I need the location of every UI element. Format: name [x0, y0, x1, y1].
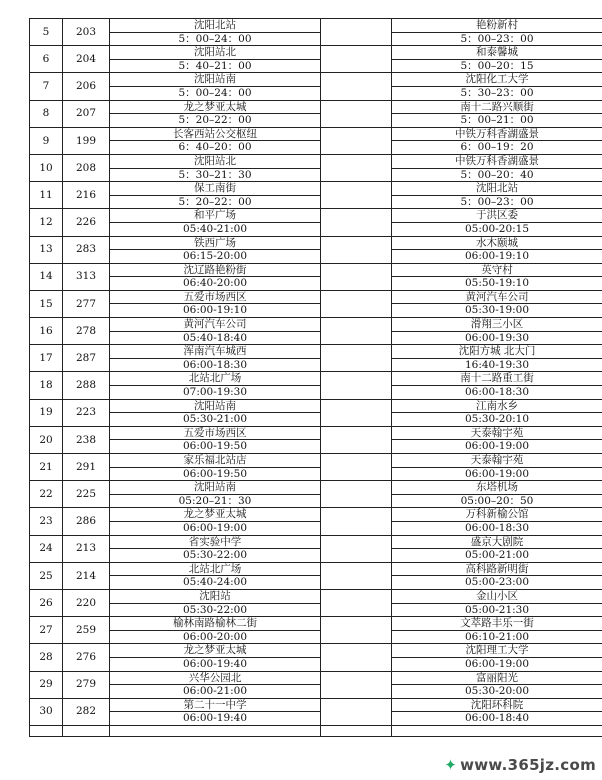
row-index: 19	[30, 399, 63, 426]
watermark-logo-icon: ✦	[444, 756, 458, 774]
origin-hours: 06:00-18:30	[182, 358, 248, 371]
table-row	[30, 73, 602, 100]
route-number: 214	[63, 562, 110, 589]
terminal-hours: 05:00-23:00	[464, 576, 530, 589]
table-row	[30, 644, 602, 671]
table-row	[30, 399, 602, 426]
terminal-cell	[392, 535, 602, 562]
empty-cell	[392, 725, 602, 736]
terminal-stop: 和泰馨城	[392, 46, 602, 60]
table-row	[30, 426, 602, 453]
terminal-cell	[392, 182, 602, 209]
route-number: 223	[63, 399, 110, 426]
origin-stop: 五爱市场西区	[110, 427, 320, 441]
origin-stop: 沈辽路艳粉街	[110, 264, 320, 278]
watermark-text: www.365jz.com	[460, 756, 596, 774]
origin-cell	[110, 236, 321, 263]
table-row	[30, 617, 602, 644]
spacer-cell	[321, 562, 392, 589]
terminal-cell	[392, 481, 602, 508]
row-index: 15	[30, 290, 63, 317]
origin-stop: 榆林南路榆林二街	[110, 617, 320, 631]
origin-hours: 06:00-19:00	[182, 521, 248, 534]
origin-stop: 龙之梦亚太城	[110, 508, 320, 522]
origin-hours: 5：30–21：30	[178, 168, 252, 181]
route-number: 259	[63, 617, 110, 644]
spacer-cell	[321, 154, 392, 181]
spacer-cell	[321, 671, 392, 698]
origin-stop: 龙之梦亚太城	[110, 101, 320, 115]
origin-stop: 第二十一中学	[110, 699, 320, 713]
origin-stop: 沈阳站北	[110, 155, 320, 169]
route-number: 216	[63, 182, 110, 209]
terminal-stop: 万科新榆公馆	[392, 508, 602, 522]
terminal-stop: 文萃路丰乐一街	[392, 617, 602, 631]
terminal-hours: 06:00-19:10	[464, 250, 530, 263]
spacer-cell	[321, 236, 392, 263]
origin-cell	[110, 481, 321, 508]
route-number: 225	[63, 481, 110, 508]
origin-cell	[110, 100, 321, 127]
spacer-cell	[321, 100, 392, 127]
route-number: 291	[63, 454, 110, 481]
route-number: 287	[63, 345, 110, 372]
table-row	[30, 182, 602, 209]
route-number: 204	[63, 46, 110, 73]
spacer-cell	[321, 46, 392, 73]
row-index: 28	[30, 644, 63, 671]
origin-cell	[110, 399, 321, 426]
watermark	[444, 756, 596, 774]
terminal-hours: 5：00–23：00	[460, 32, 534, 45]
row-index: 12	[30, 209, 63, 236]
terminal-cell	[392, 154, 602, 181]
route-number: 238	[63, 426, 110, 453]
row-index: 9	[30, 127, 63, 154]
table-row	[30, 535, 602, 562]
route-number: 313	[63, 263, 110, 290]
row-index: 13	[30, 236, 63, 263]
terminal-cell	[392, 127, 602, 154]
origin-hours: 06:00-19:40	[182, 657, 248, 670]
terminal-hours: 5：00–20：15	[460, 59, 534, 72]
terminal-cell	[392, 562, 602, 589]
terminal-stop: 沈阳化工大学	[392, 73, 602, 87]
row-index: 27	[30, 617, 63, 644]
row-index: 7	[30, 73, 63, 100]
terminal-hours: 06:10-21:00	[464, 630, 530, 643]
route-number: 213	[63, 535, 110, 562]
terminal-cell	[392, 263, 602, 290]
spacer-cell	[321, 426, 392, 453]
table-row-partial	[30, 725, 602, 736]
origin-cell	[110, 562, 321, 589]
row-index: 21	[30, 454, 63, 481]
spacer-cell	[321, 508, 392, 535]
origin-cell	[110, 345, 321, 372]
terminal-hours: 05:00–20：50	[460, 494, 534, 507]
origin-hours: 05:30-22:00	[182, 549, 248, 562]
origin-hours: 5：00–24：00	[178, 32, 252, 45]
terminal-hours: 16:40-19:30	[464, 358, 530, 371]
bus-schedule-table	[29, 18, 602, 737]
table-row	[30, 127, 602, 154]
table-row	[30, 263, 602, 290]
origin-cell	[110, 127, 321, 154]
origin-cell	[110, 671, 321, 698]
terminal-cell	[392, 236, 602, 263]
empty-cell	[63, 725, 110, 736]
terminal-hours: 5：00–21：00	[460, 114, 534, 127]
origin-hours: 06:00-19:50	[182, 467, 248, 480]
origin-cell	[110, 182, 321, 209]
origin-cell	[110, 209, 321, 236]
row-index: 25	[30, 562, 63, 589]
terminal-stop: 艳粉新村	[392, 19, 602, 33]
origin-hours: 6：40–20：00	[178, 141, 252, 154]
terminal-hours: 05:30-20:10	[464, 413, 530, 426]
route-number: 283	[63, 236, 110, 263]
terminal-stop: 高科路新明街	[392, 563, 602, 577]
route-number: 203	[63, 19, 110, 46]
origin-cell	[110, 698, 321, 725]
table-body	[30, 19, 602, 737]
empty-cell	[321, 725, 392, 736]
row-index: 22	[30, 481, 63, 508]
spacer-cell	[321, 290, 392, 317]
table-row	[30, 508, 602, 535]
row-index: 17	[30, 345, 63, 372]
origin-hours: 5：40–21：00	[178, 59, 252, 72]
origin-hours: 5：00–24：00	[178, 86, 252, 99]
terminal-stop: 沈阳方城 北大门	[392, 345, 602, 359]
table-row	[30, 372, 602, 399]
table-row	[30, 481, 602, 508]
row-index: 8	[30, 100, 63, 127]
row-index: 18	[30, 372, 63, 399]
origin-hours: 06:40-20:00	[182, 277, 248, 290]
terminal-cell	[392, 100, 602, 127]
origin-cell	[110, 644, 321, 671]
origin-hours: 05:20–21：30	[178, 494, 252, 507]
terminal-cell	[392, 426, 602, 453]
route-number: 277	[63, 290, 110, 317]
terminal-stop: 富丽阳光	[392, 672, 602, 686]
table-row	[30, 154, 602, 181]
terminal-hours: 06:00-19:30	[464, 331, 530, 344]
origin-hours: 05:40-18:40	[182, 331, 248, 344]
terminal-hours: 05:00-21:00	[464, 549, 530, 562]
spacer-cell	[321, 209, 392, 236]
table-row	[30, 100, 602, 127]
terminal-hours: 06:00-19:00	[464, 467, 530, 480]
origin-cell	[110, 426, 321, 453]
origin-hours: 06:00-19:10	[182, 304, 248, 317]
table-row	[30, 46, 602, 73]
terminal-cell	[392, 318, 602, 345]
terminal-hours: 06:00-18:30	[464, 386, 530, 399]
origin-stop: 沈阳站北	[110, 46, 320, 60]
spacer-cell	[321, 182, 392, 209]
terminal-cell	[392, 454, 602, 481]
spacer-cell	[321, 399, 392, 426]
origin-stop: 省实验中学	[110, 536, 320, 550]
terminal-hours: 06:00-19:00	[464, 440, 530, 453]
terminal-stop: 沈阳环科院	[392, 699, 602, 713]
table-row	[30, 236, 602, 263]
terminal-cell	[392, 589, 602, 616]
row-index: 16	[30, 318, 63, 345]
origin-stop: 家乐福北站店	[110, 454, 320, 468]
route-number: 278	[63, 318, 110, 345]
spacer-cell	[321, 617, 392, 644]
origin-cell	[110, 19, 321, 46]
origin-stop: 长客西站公交枢纽	[110, 128, 320, 142]
origin-stop: 沈阳站南	[110, 73, 320, 87]
terminal-stop: 于洪区委	[392, 209, 602, 223]
row-index: 11	[30, 182, 63, 209]
terminal-hours: 6：00–19：20	[460, 141, 534, 154]
table-row	[30, 562, 602, 589]
terminal-stop: 盛京大剧院	[392, 536, 602, 550]
spacer-cell	[321, 19, 392, 46]
origin-stop: 沈阳站	[110, 590, 320, 604]
spacer-cell	[321, 535, 392, 562]
terminal-cell	[392, 617, 602, 644]
terminal-stop: 沈阳理工大学	[392, 644, 602, 658]
route-number: 208	[63, 154, 110, 181]
route-number: 207	[63, 100, 110, 127]
origin-hours: 05:40-24:00	[182, 576, 248, 589]
terminal-hours: 5：30–23：00	[460, 86, 534, 99]
spacer-cell	[321, 698, 392, 725]
empty-cell	[110, 725, 321, 736]
table-row	[30, 209, 602, 236]
row-index: 10	[30, 154, 63, 181]
origin-stop: 保工南街	[110, 182, 320, 196]
origin-cell	[110, 508, 321, 535]
terminal-stop: 中铁万科香湖盛景	[392, 155, 602, 169]
route-number: 279	[63, 671, 110, 698]
origin-hours: 06:15-20:00	[182, 250, 248, 263]
spacer-cell	[321, 372, 392, 399]
terminal-cell	[392, 399, 602, 426]
terminal-cell	[392, 345, 602, 372]
origin-stop: 北站北广场	[110, 372, 320, 386]
terminal-stop: 中铁万科香湖盛景	[392, 128, 602, 142]
origin-cell	[110, 535, 321, 562]
row-index: 24	[30, 535, 63, 562]
terminal-hours: 05:00-20:15	[464, 222, 530, 235]
terminal-stop: 江南水乡	[392, 400, 602, 414]
origin-stop: 和平广场	[110, 209, 320, 223]
terminal-hours: 5：00–23：00	[460, 195, 534, 208]
origin-cell	[110, 454, 321, 481]
row-index: 29	[30, 671, 63, 698]
terminal-stop: 南十二路重工街	[392, 372, 602, 386]
table-row	[30, 589, 602, 616]
origin-cell	[110, 589, 321, 616]
terminal-cell	[392, 73, 602, 100]
terminal-cell	[392, 644, 602, 671]
terminal-cell	[392, 46, 602, 73]
row-index: 26	[30, 589, 63, 616]
origin-cell	[110, 73, 321, 100]
table-row	[30, 290, 602, 317]
terminal-stop: 东塔机场	[392, 481, 602, 495]
table-row	[30, 345, 602, 372]
origin-cell	[110, 372, 321, 399]
origin-stop: 五爱市场西区	[110, 291, 320, 305]
origin-hours: 05:30-22:00	[182, 603, 248, 616]
spacer-cell	[321, 263, 392, 290]
route-number: 206	[63, 73, 110, 100]
terminal-stop: 黄河汽车公司	[392, 291, 602, 305]
terminal-stop: 南十二路兴顺街	[392, 101, 602, 115]
spacer-cell	[321, 73, 392, 100]
row-index: 20	[30, 426, 63, 453]
terminal-stop: 滑翔三小区	[392, 318, 602, 332]
origin-hours: 07:00-19:30	[182, 386, 248, 399]
route-number: 286	[63, 508, 110, 535]
terminal-cell	[392, 671, 602, 698]
row-index: 14	[30, 263, 63, 290]
terminal-hours: 06:00-18:40	[464, 712, 530, 725]
terminal-hours: 5：00–20：40	[460, 168, 534, 181]
row-index: 5	[30, 19, 63, 46]
route-number: 220	[63, 589, 110, 616]
origin-hours: 5：20–22：00	[178, 114, 252, 127]
terminal-stop: 金山小区	[392, 590, 602, 604]
table-row	[30, 671, 602, 698]
spacer-cell	[321, 127, 392, 154]
terminal-hours: 05:00-21:30	[464, 603, 530, 616]
origin-stop: 沈阳站南	[110, 481, 320, 495]
terminal-hours: 05:30-20:00	[464, 685, 530, 698]
row-index: 23	[30, 508, 63, 535]
terminal-hours: 06:00-18:30	[464, 521, 530, 534]
route-number: 276	[63, 644, 110, 671]
terminal-hours: 05:30-19:00	[464, 304, 530, 317]
terminal-stop: 天泰翰宇苑	[392, 454, 602, 468]
spacer-cell	[321, 318, 392, 345]
row-index: 6	[30, 46, 63, 73]
origin-hours: 06:00-21:00	[182, 685, 248, 698]
origin-stop: 沈阳北站	[110, 19, 320, 33]
origin-cell	[110, 263, 321, 290]
origin-hours: 05:40-21:00	[182, 222, 248, 235]
terminal-stop: 水木颐城	[392, 237, 602, 251]
terminal-cell	[392, 698, 602, 725]
route-number: 199	[63, 127, 110, 154]
spacer-cell	[321, 481, 392, 508]
origin-cell	[110, 290, 321, 317]
origin-hours: 06:00-19:40	[182, 712, 248, 725]
origin-hours: 06:00-20:00	[182, 630, 248, 643]
origin-stop: 北站北广场	[110, 563, 320, 577]
terminal-cell	[392, 508, 602, 535]
terminal-stop: 英守村	[392, 264, 602, 278]
table-row	[30, 19, 602, 46]
table-row	[30, 698, 602, 725]
route-number: 226	[63, 209, 110, 236]
terminal-stop: 天泰翰宇苑	[392, 427, 602, 441]
origin-cell	[110, 318, 321, 345]
origin-cell	[110, 617, 321, 644]
spacer-cell	[321, 589, 392, 616]
origin-stop: 黄河汽车公司	[110, 318, 320, 332]
origin-stop: 兴华公园北	[110, 672, 320, 686]
origin-stop: 铁西广场	[110, 237, 320, 251]
spacer-cell	[321, 454, 392, 481]
terminal-hours: 06:00-19:00	[464, 657, 530, 670]
terminal-cell	[392, 290, 602, 317]
origin-cell	[110, 154, 321, 181]
origin-cell	[110, 46, 321, 73]
terminal-stop: 沈阳北站	[392, 182, 602, 196]
route-number: 288	[63, 372, 110, 399]
terminal-cell	[392, 209, 602, 236]
terminal-hours: 05:50-19:10	[464, 277, 530, 290]
origin-hours: 05:30-21:00	[182, 413, 248, 426]
origin-stop: 龙之梦亚太城	[110, 644, 320, 658]
origin-stop: 沈阳站南	[110, 400, 320, 414]
row-index: 30	[30, 698, 63, 725]
origin-stop: 浑南汽车城西	[110, 345, 320, 359]
spacer-cell	[321, 345, 392, 372]
table-row	[30, 454, 602, 481]
terminal-cell	[392, 372, 602, 399]
route-number: 282	[63, 698, 110, 725]
origin-hours: 06:00-19:50	[182, 440, 248, 453]
origin-hours: 5：20–22：00	[178, 195, 252, 208]
terminal-cell	[392, 19, 602, 46]
spacer-cell	[321, 644, 392, 671]
empty-cell	[30, 725, 63, 736]
table-row	[30, 318, 602, 345]
